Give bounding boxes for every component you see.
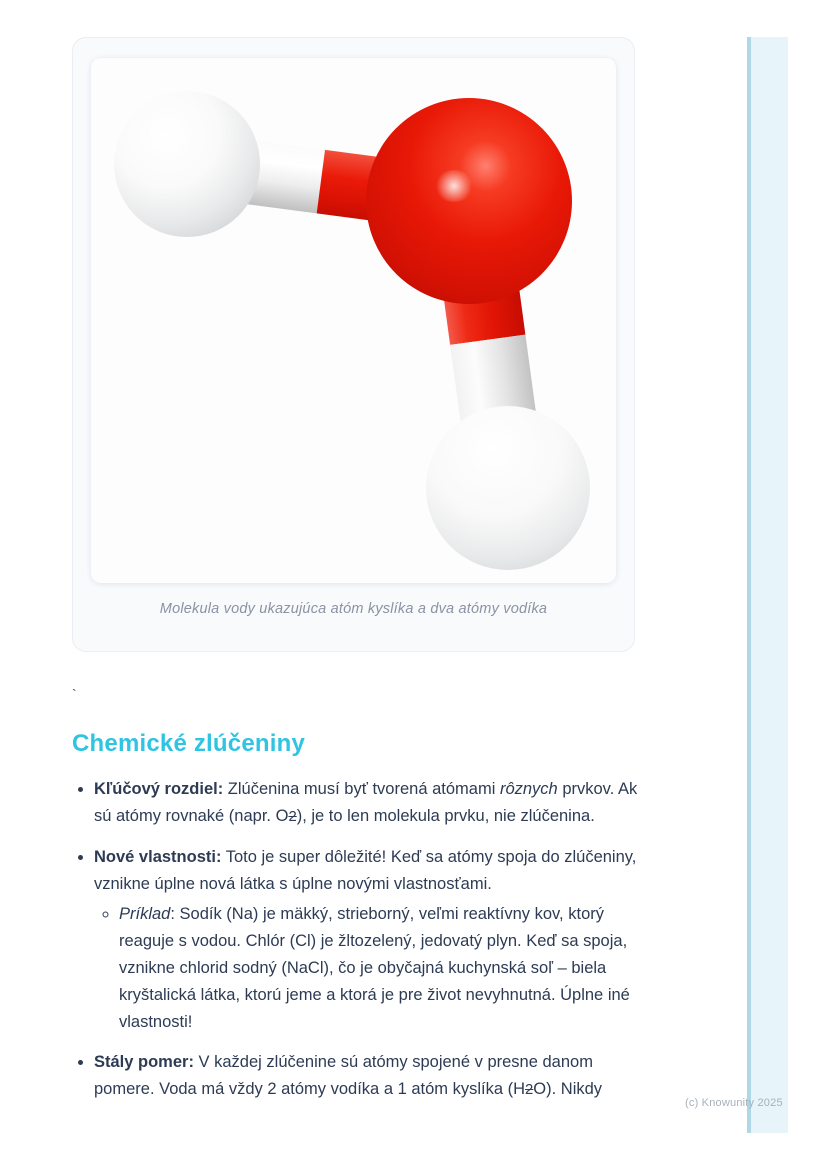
water-molecule-illustration bbox=[91, 58, 616, 583]
bullet-text: O). Nikdy bbox=[533, 1080, 603, 1098]
list-item-key-difference bbox=[94, 776, 638, 831]
bullet-lead: Kľúčový rozdiel: bbox=[94, 780, 224, 798]
bullet-text: : Sodík (Na) je mäkký, strieborný, veľmi reaktívny kov, ktorý reaguje s vodou. Chlór (Cl) je žltozelený, jedovatý plyn. Keď sa spoja, vznikne chlorid sodný (NaCl), čo je obyčajná kuchynská soľ – biela kryštalická látka, ktorú jeme a ktorá je pre život nevyhnutná. Úplne iné vlastnosti! bbox=[119, 905, 630, 1031]
bullet-text: V každej zlúčenine sú atómy spojené v presne danom pomere. Voda má vždy 2 atómy vodíka a 1 atóm kyslíka (H bbox=[94, 1053, 593, 1098]
bullet-text: ), je to len molekula prvku, nie zlúčenina. bbox=[296, 807, 595, 825]
main-content bbox=[72, 37, 638, 1117]
sub-bullet-list bbox=[94, 901, 638, 1036]
bullet-lead: Stály pomer: bbox=[94, 1053, 194, 1071]
bullet-italic: Príklad bbox=[119, 905, 171, 923]
bullet-text: Toto je super dôležité! Keď sa atómy spoja do zlúčeniny, vznikne úplne nová látka s úplne novými vlastnosťami. bbox=[94, 848, 637, 893]
sub-list-item-example bbox=[119, 901, 638, 1036]
molecule-image bbox=[91, 58, 616, 583]
bullet-list bbox=[72, 776, 638, 1104]
figure-caption: Molekula vody ukazujúca atóm kyslíka a dva atómy vodíka bbox=[159, 601, 548, 617]
scroll-rail[interactable] bbox=[747, 37, 788, 1133]
section-heading: Chemické zlúčeniny bbox=[72, 730, 306, 757]
bullet-italic: rôznych bbox=[499, 780, 558, 798]
hydrogen-atom-sphere-1 bbox=[114, 91, 260, 237]
stray-backtick: ` bbox=[72, 686, 77, 702]
figure-card bbox=[72, 37, 635, 652]
hydrogen-atom-sphere-2 bbox=[426, 406, 590, 570]
oxygen-atom-sphere bbox=[366, 98, 572, 304]
bullet-text: Zlúčenina musí byť tvorená atómami bbox=[223, 780, 500, 798]
bullet-lead: Nové vlastnosti: bbox=[94, 848, 222, 866]
formula-subscript: 2 bbox=[288, 809, 297, 825]
formula-subscript: 2 bbox=[525, 1082, 534, 1098]
list-item-fixed-ratio bbox=[94, 1049, 638, 1104]
list-item-new-properties bbox=[94, 844, 638, 1036]
bullet-text: prvkov. Ak sú atómy rovnaké (napr. O bbox=[94, 780, 638, 825]
copyright-text: (c) Knowunity 2025 bbox=[685, 1097, 783, 1109]
sphere-highlight bbox=[434, 170, 474, 202]
